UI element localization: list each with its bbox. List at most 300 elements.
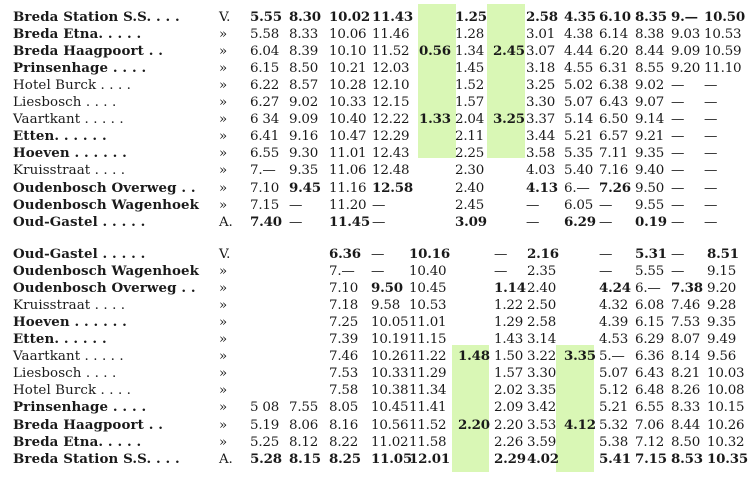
- time-cell: 7.46: [329, 349, 359, 365]
- time-cell: 6.41: [250, 129, 280, 145]
- time-cell: 2.58: [526, 9, 558, 25]
- time-cell: 3.30: [526, 95, 556, 111]
- arrival-departure-mark: A.: [219, 214, 233, 230]
- time-cell: 2.04: [455, 112, 485, 128]
- arrival-departure-mark: »: [219, 163, 227, 179]
- time-cell: —: [704, 214, 718, 230]
- time-cell: 3.18: [526, 61, 556, 77]
- time-cell: 5 08: [250, 400, 280, 416]
- time-cell: —: [704, 112, 718, 128]
- time-cell: 6.57: [599, 129, 629, 145]
- arrival-departure-mark: »: [219, 61, 227, 77]
- time-cell: 2.25: [455, 146, 485, 162]
- time-cell: —: [704, 95, 718, 111]
- time-cell: 12.43: [372, 146, 410, 162]
- time-cell: —: [599, 214, 613, 230]
- time-cell: 6.29: [635, 332, 665, 348]
- time-cell: 4.55: [564, 61, 594, 77]
- time-cell: 6.43: [635, 366, 665, 382]
- station-name: Prinsenhage . . . .: [13, 399, 147, 416]
- time-cell: 8.44: [671, 417, 701, 433]
- time-cell: 1.25: [455, 9, 487, 25]
- time-cell: 5.25: [250, 434, 280, 450]
- time-cell: 10.40: [329, 112, 367, 128]
- time-cell: —: [599, 247, 613, 262]
- time-cell: 11.52: [409, 417, 447, 433]
- time-cell: 2.09: [494, 400, 524, 416]
- time-cell: 8.55: [635, 61, 665, 77]
- time-cell: 1.29: [494, 315, 524, 331]
- time-cell: 6.43: [599, 95, 629, 111]
- time-cell: 6.14: [599, 27, 629, 43]
- arrival-departure-mark: »: [219, 78, 227, 94]
- time-cell: 11.01: [329, 146, 367, 162]
- station-name: Breda Station S.S. . . .: [13, 9, 180, 25]
- time-cell: 5.58: [250, 27, 280, 43]
- time-cell: 3.44: [526, 129, 556, 145]
- time-cell: 3.07: [526, 44, 556, 60]
- station-name: Vaartkant . . . . .: [13, 112, 124, 128]
- time-cell: —: [671, 197, 685, 213]
- time-cell: 7.55: [289, 400, 319, 416]
- highlight-band: [487, 4, 525, 158]
- time-cell: —: [371, 247, 385, 262]
- time-cell: 9.03: [671, 27, 701, 43]
- time-cell: 8.38: [635, 27, 665, 43]
- time-cell: 5.55: [250, 9, 282, 25]
- time-cell: —: [289, 214, 303, 230]
- time-cell: 7.06: [635, 417, 665, 433]
- time-cell: 4.44: [564, 44, 594, 60]
- time-cell: 5.—: [599, 349, 625, 365]
- time-cell: 6.36: [329, 246, 361, 262]
- time-cell: 8.25: [329, 450, 361, 467]
- arrival-departure-mark: »: [219, 180, 227, 196]
- station-name: Oudenbosch Wagenhoek: [13, 196, 200, 213]
- arrival-departure-mark: »: [219, 434, 227, 450]
- time-cell: —: [599, 197, 613, 213]
- time-cell: 10.06: [329, 27, 367, 43]
- time-cell: 6.20: [599, 44, 629, 60]
- time-cell: —: [671, 180, 685, 196]
- time-cell: 9.30: [289, 146, 319, 162]
- time-cell: 1.45: [455, 61, 485, 77]
- time-cell: 8.51: [707, 246, 739, 262]
- time-cell: 0.56: [419, 43, 451, 60]
- time-cell: —: [526, 214, 540, 230]
- time-cell: 5.32: [599, 417, 629, 433]
- time-cell: 9.40: [635, 163, 665, 179]
- time-cell: 8.05: [329, 400, 359, 416]
- time-cell: 11.01: [409, 315, 447, 331]
- time-cell: 9.55: [635, 197, 665, 213]
- time-cell: 6.48: [635, 383, 665, 399]
- time-cell: 2.29: [494, 450, 526, 467]
- time-cell: 7.58: [329, 383, 359, 399]
- time-cell: 11.22: [409, 349, 447, 365]
- time-cell: 9.35: [707, 315, 737, 331]
- time-cell: 5.14: [564, 112, 594, 128]
- time-cell: 9.14: [635, 112, 665, 128]
- time-cell: 10.38: [371, 383, 409, 399]
- station-name: Liesbosch . . . .: [13, 366, 117, 382]
- time-cell: 5.38: [599, 434, 629, 450]
- time-cell: —: [289, 197, 303, 213]
- time-cell: 8.39: [289, 44, 319, 60]
- time-cell: 11.10: [704, 61, 742, 77]
- time-cell: 1.48: [458, 348, 490, 365]
- arrival-departure-mark: »: [219, 417, 227, 433]
- time-cell: —: [494, 247, 508, 262]
- time-cell: 8.50: [671, 434, 701, 450]
- time-cell: 1.14: [494, 280, 526, 297]
- time-cell: 9.15: [707, 264, 737, 280]
- time-cell: 11.52: [372, 44, 410, 60]
- time-cell: 6.10: [599, 9, 631, 25]
- arrival-departure-mark: »: [219, 27, 227, 43]
- time-cell: 6.05: [564, 197, 594, 213]
- time-cell: —: [671, 214, 685, 230]
- time-cell: 9.28: [707, 298, 737, 314]
- time-cell: 10.08: [707, 383, 745, 399]
- time-cell: —: [526, 197, 540, 213]
- time-cell: 1.28: [455, 27, 485, 43]
- time-cell: 12.01: [409, 450, 450, 467]
- time-cell: 5.07: [599, 366, 629, 382]
- time-cell: —: [704, 129, 718, 145]
- time-cell: 8.44: [635, 44, 665, 60]
- time-cell: 2.30: [455, 163, 485, 179]
- arrival-departure-mark: »: [219, 315, 227, 331]
- time-cell: 6.55: [635, 400, 665, 416]
- time-cell: —: [671, 146, 685, 162]
- time-cell: 4.38: [564, 27, 594, 43]
- time-cell: 10.28: [329, 78, 367, 94]
- time-cell: 10.50: [704, 9, 745, 25]
- time-cell: 12.29: [372, 129, 410, 145]
- time-cell: 5.02: [564, 78, 594, 94]
- time-cell: 2.40: [455, 180, 485, 196]
- time-cell: 10.56: [371, 417, 409, 433]
- time-cell: 8.30: [289, 9, 321, 25]
- highlight-band: [418, 4, 456, 158]
- time-cell: —: [671, 78, 685, 94]
- arrival-departure-mark: »: [219, 112, 227, 128]
- time-cell: 4.12: [564, 416, 596, 433]
- time-cell: 10.15: [707, 400, 745, 416]
- time-cell: 11.16: [329, 180, 367, 196]
- time-cell: 8.21: [671, 366, 701, 382]
- time-cell: 10.53: [704, 27, 742, 43]
- time-cell: 6.—: [564, 180, 590, 196]
- time-cell: 4.32: [599, 298, 629, 314]
- time-cell: 9.50: [635, 180, 665, 196]
- time-cell: 1.22: [494, 298, 524, 314]
- time-cell: 8.26: [671, 383, 701, 399]
- time-cell: 10.19: [371, 332, 409, 348]
- time-cell: 3.37: [526, 112, 556, 128]
- time-cell: 2.11: [455, 129, 485, 145]
- time-cell: 12.10: [372, 78, 410, 94]
- time-cell: 6.27: [250, 95, 280, 111]
- time-cell: 9.09: [289, 112, 319, 128]
- time-cell: 3.42: [527, 400, 557, 416]
- time-cell: 3.01: [526, 27, 556, 43]
- station-name: Oud-Gastel . . . . .: [13, 213, 146, 230]
- time-cell: 7.25: [329, 315, 359, 331]
- time-cell: 8.14: [671, 349, 701, 365]
- time-cell: 5.07: [564, 95, 594, 111]
- time-cell: 10.45: [409, 281, 447, 297]
- station-name: Kruisstraat . . . .: [13, 298, 126, 314]
- time-cell: 4.35: [564, 9, 596, 25]
- time-cell: 7.—: [329, 264, 355, 280]
- time-cell: 9.45: [289, 179, 321, 196]
- time-cell: 11.58: [409, 434, 447, 450]
- time-cell: —: [704, 78, 718, 94]
- time-cell: 9.35: [635, 146, 665, 162]
- station-name: Oudenbosch Overweg . .: [13, 179, 196, 196]
- arrival-departure-mark: A.: [219, 451, 233, 467]
- time-cell: 4.53: [599, 332, 629, 348]
- time-cell: 10.33: [329, 95, 367, 111]
- time-cell: 9.16: [289, 129, 319, 145]
- time-cell: 10.53: [409, 298, 447, 314]
- time-cell: 11.05: [371, 450, 412, 467]
- time-cell: 9.35: [289, 163, 319, 179]
- time-cell: 7.40: [250, 213, 282, 230]
- time-cell: 10.16: [409, 246, 450, 262]
- time-cell: 7.10: [329, 281, 359, 297]
- time-cell: —: [671, 247, 685, 262]
- time-cell: 6.—: [635, 281, 661, 297]
- time-cell: 7.46: [671, 298, 701, 314]
- arrival-departure-mark: »: [219, 298, 227, 314]
- time-cell: 3.30: [527, 366, 557, 382]
- time-cell: 3.09: [455, 213, 487, 230]
- time-cell: 2.45: [455, 197, 485, 213]
- station-name: Hotel Burck . . . .: [13, 383, 132, 399]
- station-name: Breda Station S.S. . . .: [13, 450, 180, 467]
- time-cell: —: [671, 95, 685, 111]
- time-cell: 10.47: [329, 129, 367, 145]
- time-cell: —: [372, 214, 386, 230]
- time-cell: —: [371, 264, 385, 280]
- time-cell: 9.56: [707, 349, 737, 365]
- time-cell: 11.20: [329, 197, 367, 213]
- time-cell: 3.22: [527, 349, 557, 365]
- time-cell: 5.31: [635, 246, 667, 262]
- arrival-departure-mark: V.: [219, 10, 231, 25]
- time-cell: —: [671, 163, 685, 179]
- time-cell: 9.07: [635, 95, 665, 111]
- time-cell: 8.16: [329, 417, 359, 433]
- arrival-departure-mark: »: [219, 383, 227, 399]
- time-cell: 9.09: [671, 44, 701, 60]
- time-cell: 8.22: [329, 434, 359, 450]
- time-cell: 11.34: [409, 383, 447, 399]
- time-cell: 8.53: [671, 450, 703, 467]
- time-cell: 10.33: [371, 366, 409, 382]
- time-cell: 4.39: [599, 315, 629, 331]
- time-cell: 6.36: [635, 349, 665, 365]
- station-name: Oudenbosch Wagenhoek: [13, 263, 200, 280]
- station-name: Liesbosch . . . .: [13, 95, 117, 111]
- time-cell: 1.57: [455, 95, 485, 111]
- time-cell: 4.24: [599, 280, 631, 297]
- time-cell: 9.49: [707, 332, 737, 348]
- time-cell: 12.22: [372, 112, 410, 128]
- time-cell: 3.59: [527, 434, 557, 450]
- time-cell: 5.41: [599, 450, 631, 467]
- arrival-departure-mark: »: [219, 281, 227, 297]
- time-cell: 1.50: [494, 349, 524, 365]
- time-cell: 7.10: [250, 180, 280, 196]
- arrival-departure-mark: »: [219, 264, 227, 280]
- time-cell: 10.21: [329, 61, 367, 77]
- station-name: Kruisstraat . . . .: [13, 163, 126, 179]
- time-cell: 3.35: [564, 348, 596, 365]
- time-cell: 5.12: [599, 383, 629, 399]
- time-cell: 7.16: [599, 163, 629, 179]
- time-cell: 1.34: [455, 44, 485, 60]
- time-cell: 12.15: [372, 95, 410, 111]
- station-name: Hoeven . . . . . .: [13, 314, 127, 331]
- time-cell: 8.33: [671, 400, 701, 416]
- station-name: Vaartkant . . . . .: [13, 349, 124, 365]
- station-name: Breda Haagpoort . .: [13, 416, 163, 433]
- time-cell: 10.45: [371, 400, 409, 416]
- arrival-departure-mark: »: [219, 349, 227, 365]
- time-cell: 11.41: [409, 400, 447, 416]
- time-cell: 10.26: [371, 349, 409, 365]
- arrival-departure-mark: V.: [219, 247, 231, 262]
- time-cell: 6 34: [250, 112, 280, 128]
- time-cell: 5.19: [250, 417, 280, 433]
- time-cell: —: [671, 129, 685, 145]
- time-cell: 2.58: [527, 315, 557, 331]
- time-cell: 7.39: [329, 332, 359, 348]
- time-cell: 7.26: [599, 179, 631, 196]
- time-cell: 7.15: [635, 450, 667, 467]
- time-cell: 3.14: [527, 332, 557, 348]
- time-cell: 6.55: [250, 146, 280, 162]
- time-cell: 10.02: [329, 9, 370, 25]
- time-cell: —: [671, 112, 685, 128]
- time-cell: —: [372, 197, 386, 213]
- station-name: Oudenbosch Overweg . .: [13, 280, 196, 297]
- arrival-departure-mark: »: [219, 44, 227, 60]
- arrival-departure-mark: »: [219, 146, 227, 162]
- time-cell: 2.02: [494, 383, 524, 399]
- arrival-departure-mark: »: [219, 95, 227, 111]
- time-cell: 9.21: [635, 129, 665, 145]
- station-name: Oud-Gastel . . . . .: [13, 246, 146, 262]
- time-cell: 8.15: [289, 450, 321, 467]
- time-cell: 2.50: [527, 298, 557, 314]
- arrival-departure-mark: »: [219, 197, 227, 213]
- time-cell: 2.45: [493, 43, 525, 60]
- arrival-departure-mark: »: [219, 400, 227, 416]
- time-cell: 11.46: [372, 27, 410, 43]
- time-cell: 3.53: [527, 417, 557, 433]
- time-cell: 4.02: [527, 450, 559, 467]
- time-cell: 10.32: [707, 434, 745, 450]
- time-cell: 5.28: [250, 450, 282, 467]
- time-cell: 2.20: [494, 417, 524, 433]
- time-cell: 1.52: [455, 78, 485, 94]
- time-cell: 9.50: [371, 280, 403, 297]
- time-cell: 10.03: [707, 366, 745, 382]
- time-cell: 12.48: [372, 163, 410, 179]
- time-cell: 6.22: [250, 78, 280, 94]
- time-cell: 8.35: [635, 9, 667, 25]
- time-cell: 11.06: [329, 163, 367, 179]
- time-cell: 1.57: [494, 366, 524, 382]
- time-cell: 8.12: [289, 434, 319, 450]
- arrival-departure-mark: »: [219, 366, 227, 382]
- time-cell: 2.26: [494, 434, 524, 450]
- time-cell: 4.03: [526, 163, 556, 179]
- time-cell: —: [599, 264, 613, 280]
- time-cell: 5.21: [599, 400, 629, 416]
- time-cell: 5.35: [564, 146, 594, 162]
- time-cell: 9.02: [289, 95, 319, 111]
- station-name: Hoeven . . . . . .: [13, 145, 127, 162]
- time-cell: 6.15: [250, 61, 280, 77]
- time-cell: 5.55: [635, 264, 665, 280]
- time-cell: 8.06: [289, 417, 319, 433]
- time-cell: 7.18: [329, 298, 359, 314]
- time-cell: 6.31: [599, 61, 629, 77]
- time-cell: 6.38: [599, 78, 629, 94]
- time-cell: 3.25: [526, 78, 556, 94]
- time-cell: 9.58: [371, 298, 401, 314]
- time-cell: 10.40: [409, 264, 447, 280]
- time-cell: 2.35: [527, 264, 557, 280]
- time-cell: —: [704, 180, 718, 196]
- time-cell: 10.26: [707, 417, 745, 433]
- station-name: Hotel Burck . . . .: [13, 78, 132, 94]
- time-cell: 11.15: [409, 332, 447, 348]
- time-cell: 11.02: [371, 434, 409, 450]
- time-cell: 8.07: [671, 332, 701, 348]
- time-cell: 7.—: [250, 163, 276, 179]
- time-cell: 8.50: [289, 61, 319, 77]
- time-cell: 6.08: [635, 298, 665, 314]
- time-cell: 12.58: [372, 179, 413, 196]
- time-cell: 2.40: [527, 281, 557, 297]
- time-cell: 5.21: [564, 129, 594, 145]
- time-cell: 8.33: [289, 27, 319, 43]
- time-cell: 7.53: [329, 366, 359, 382]
- time-cell: 7.53: [671, 315, 701, 331]
- time-cell: —: [494, 264, 508, 280]
- time-cell: 9.20: [671, 61, 701, 77]
- time-cell: 6.29: [564, 213, 596, 230]
- time-cell: 8.57: [289, 78, 319, 94]
- time-cell: 9.02: [635, 78, 665, 94]
- time-cell: —: [704, 163, 718, 179]
- time-cell: 10.59: [704, 44, 742, 60]
- time-cell: 6.15: [635, 315, 665, 331]
- station-name: Breda Haagpoort . .: [13, 43, 163, 60]
- station-name: Etten. . . . . .: [13, 331, 107, 348]
- time-cell: —: [704, 197, 718, 213]
- time-cell: 11.29: [409, 366, 447, 382]
- time-cell: 9.—: [671, 9, 698, 25]
- time-cell: 6.50: [599, 112, 629, 128]
